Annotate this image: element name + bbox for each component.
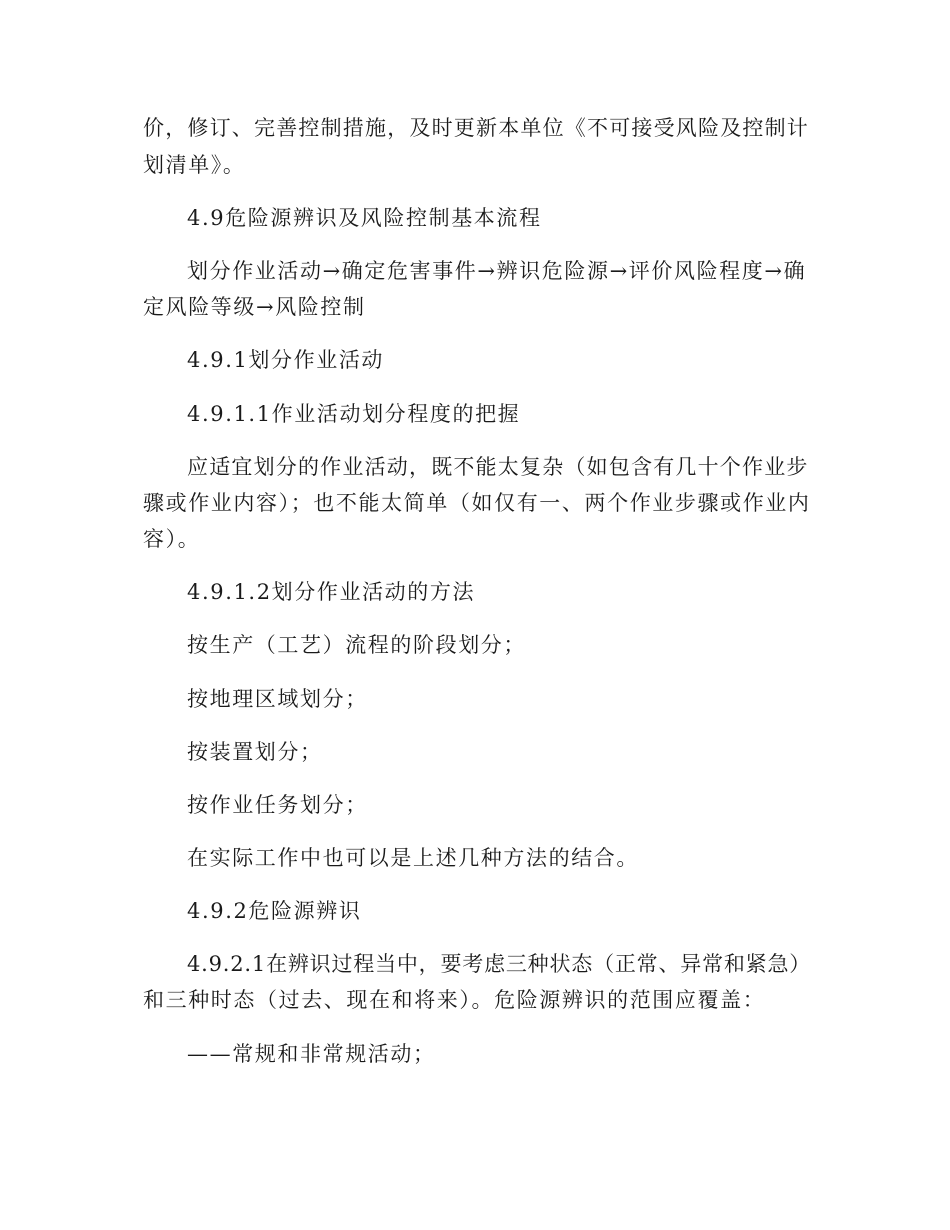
text-line: 按装置划分；: [187, 740, 323, 764]
text-line: 按生产（工艺）流程的阶段划分；: [187, 633, 526, 657]
text-line: 按地理区域划分；: [187, 687, 368, 711]
text-line: 价，修订、完善控制措施，及时更新本单位《不可接受风险及控制计: [143, 116, 809, 140]
text-line: 骤或作业内容）；也不能太简单（如仅有一、两个作业步骤或作业内: [143, 491, 811, 515]
text-line: 定风险等级→风险控制: [143, 295, 366, 319]
text-line: 划分作业活动→确定危害事件→辨识危险源→评价风险程度→确: [187, 259, 807, 283]
text-line: 容）。: [143, 527, 201, 551]
text-line: 应适宜划分的作业活动，既不能太复杂（如包含有几十个作业步: [187, 455, 809, 479]
text-line: 和三种时态（过去、现在和将来）。危险源辨识的范围应覆盖：: [143, 988, 766, 1012]
text-line: 划清单》。: [143, 153, 246, 177]
text-line: 按作业任务划分；: [187, 793, 368, 817]
text-line: 4.9.2.1在辨识过程当中，要考虑三种状态（正常、异常和紧急）: [187, 952, 812, 976]
text-line: 在实际工作中也可以是上述几种方法的结合。: [187, 846, 639, 870]
section-heading: 4.9.1.2划分作业活动的方法: [187, 580, 476, 604]
section-heading: 4.9危险源辨识及风险控制基本流程: [187, 206, 542, 230]
section-heading: 4.9.2危险源辨识: [187, 899, 362, 923]
section-heading: 4.9.1.1作业活动划分程度的把握: [187, 402, 521, 426]
section-heading: 4.9.1划分作业活动: [187, 348, 385, 372]
text-line: ——常规和非常规活动；: [187, 1042, 436, 1066]
